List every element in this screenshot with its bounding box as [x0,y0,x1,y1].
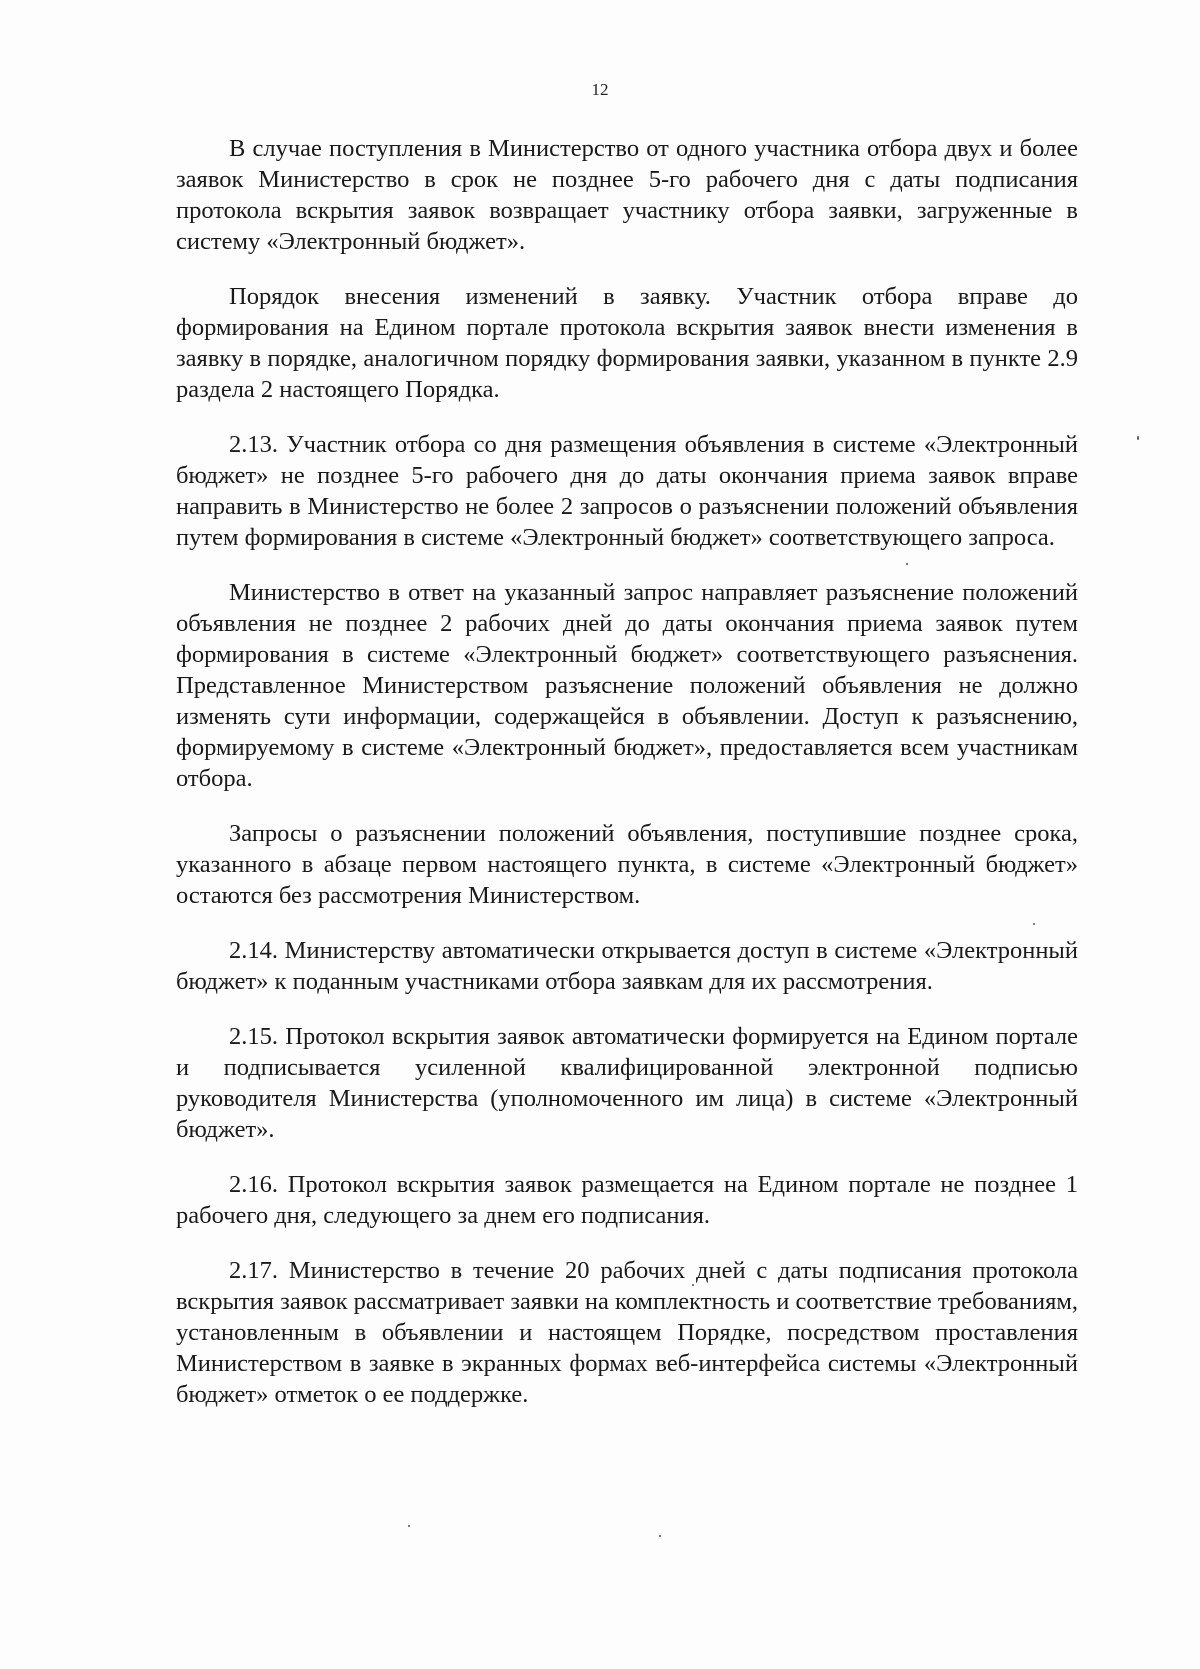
scan-speck [1137,436,1139,440]
paragraph: Порядок внесения изменений в заявку. Участник отбора вправе до формирования на Едином портале протокола вскрытия заявок внести изменения в заявку в порядке, аналогичном порядку формирования заявки, указанном в пункте 2.9 раздела 2 настоящего Порядка. [176,283,1078,403]
paragraph: 2.15. Протокол вскрытия заявок автоматически формируется на Едином портале и подписывается усиленной квалифицированной электронной подписью руководителя Министерства (уполномоченного им лица) в системе «Электронный бюджет». [176,1023,1078,1143]
scan-speck [659,1535,661,1537]
scan-speck [906,563,908,565]
document-body [176,133,1078,1410]
scan-speck [408,1525,410,1527]
scan-speck [1033,923,1035,925]
paragraph: Запросы о разъяснении положений объявления, поступившие позднее срока, указанного в абзаце первом настоящего пункта, в системе «Электронный бюджет» остаются без рассмотрения Министерством. [176,820,1078,909]
paragraph: 2.13. Участник отбора со дня размещения объявления в системе «Электронный бюджет» не позднее 5-го рабочего дня до даты окончания приема заявок вправе направить в Министерство не более 2 запросов о разъяснении положений объявления путем формирования в системе «Электронный бюджет» соответствующего запроса. [176,431,1078,551]
paragraph: 2.14. Министерству автоматически открывается доступ в системе «Электронный бюджет» к поданным участниками отбора заявкам для их рассмотрения. [176,937,1078,995]
paragraph: 2.16. Протокол вскрытия заявок размещается на Едином портале не позднее 1 рабочего дня, следующего за днем его подписания. [176,1171,1078,1229]
paragraph: Министерство в ответ на указанный запрос направляет разъяснение положений объявления не позднее 2 рабочих дней до даты окончания приема заявок путем формирования в системе «Электронный бюджет» соответствующего разъяснения. Представленное Министерством разъяснение положений объявления не должно изменять сути информации, содержащейся в объявлении. Доступ к разъяснению, формируемому в системе «Электронный бюджет», предоставляется всем участникам отбора. [176,579,1078,792]
paragraph: 2.17. Министерство в течение 20 рабочих дней с даты подписания протокола вскрытия заявок рассматривает заявки на комплектность и соответствие требованиям, установленным в объявлении и настоящем Порядке, посредством проставления Министерством в заявке в экранных формах веб-интерфейса системы «Электронный бюджет» отметок о ее поддержке. [176,1257,1078,1408]
scan-speck [692,1284,694,1286]
page-number: 12 [591,80,609,99]
paragraph: В случае поступления в Министерство от одного участника отбора двух и более заявок Министерство в срок не позднее 5-го рабочего дня с даты подписания протокола вскрытия заявок возвращает участнику отбора заявки, загруженные в систему «Электронный бюджет». [176,135,1078,255]
